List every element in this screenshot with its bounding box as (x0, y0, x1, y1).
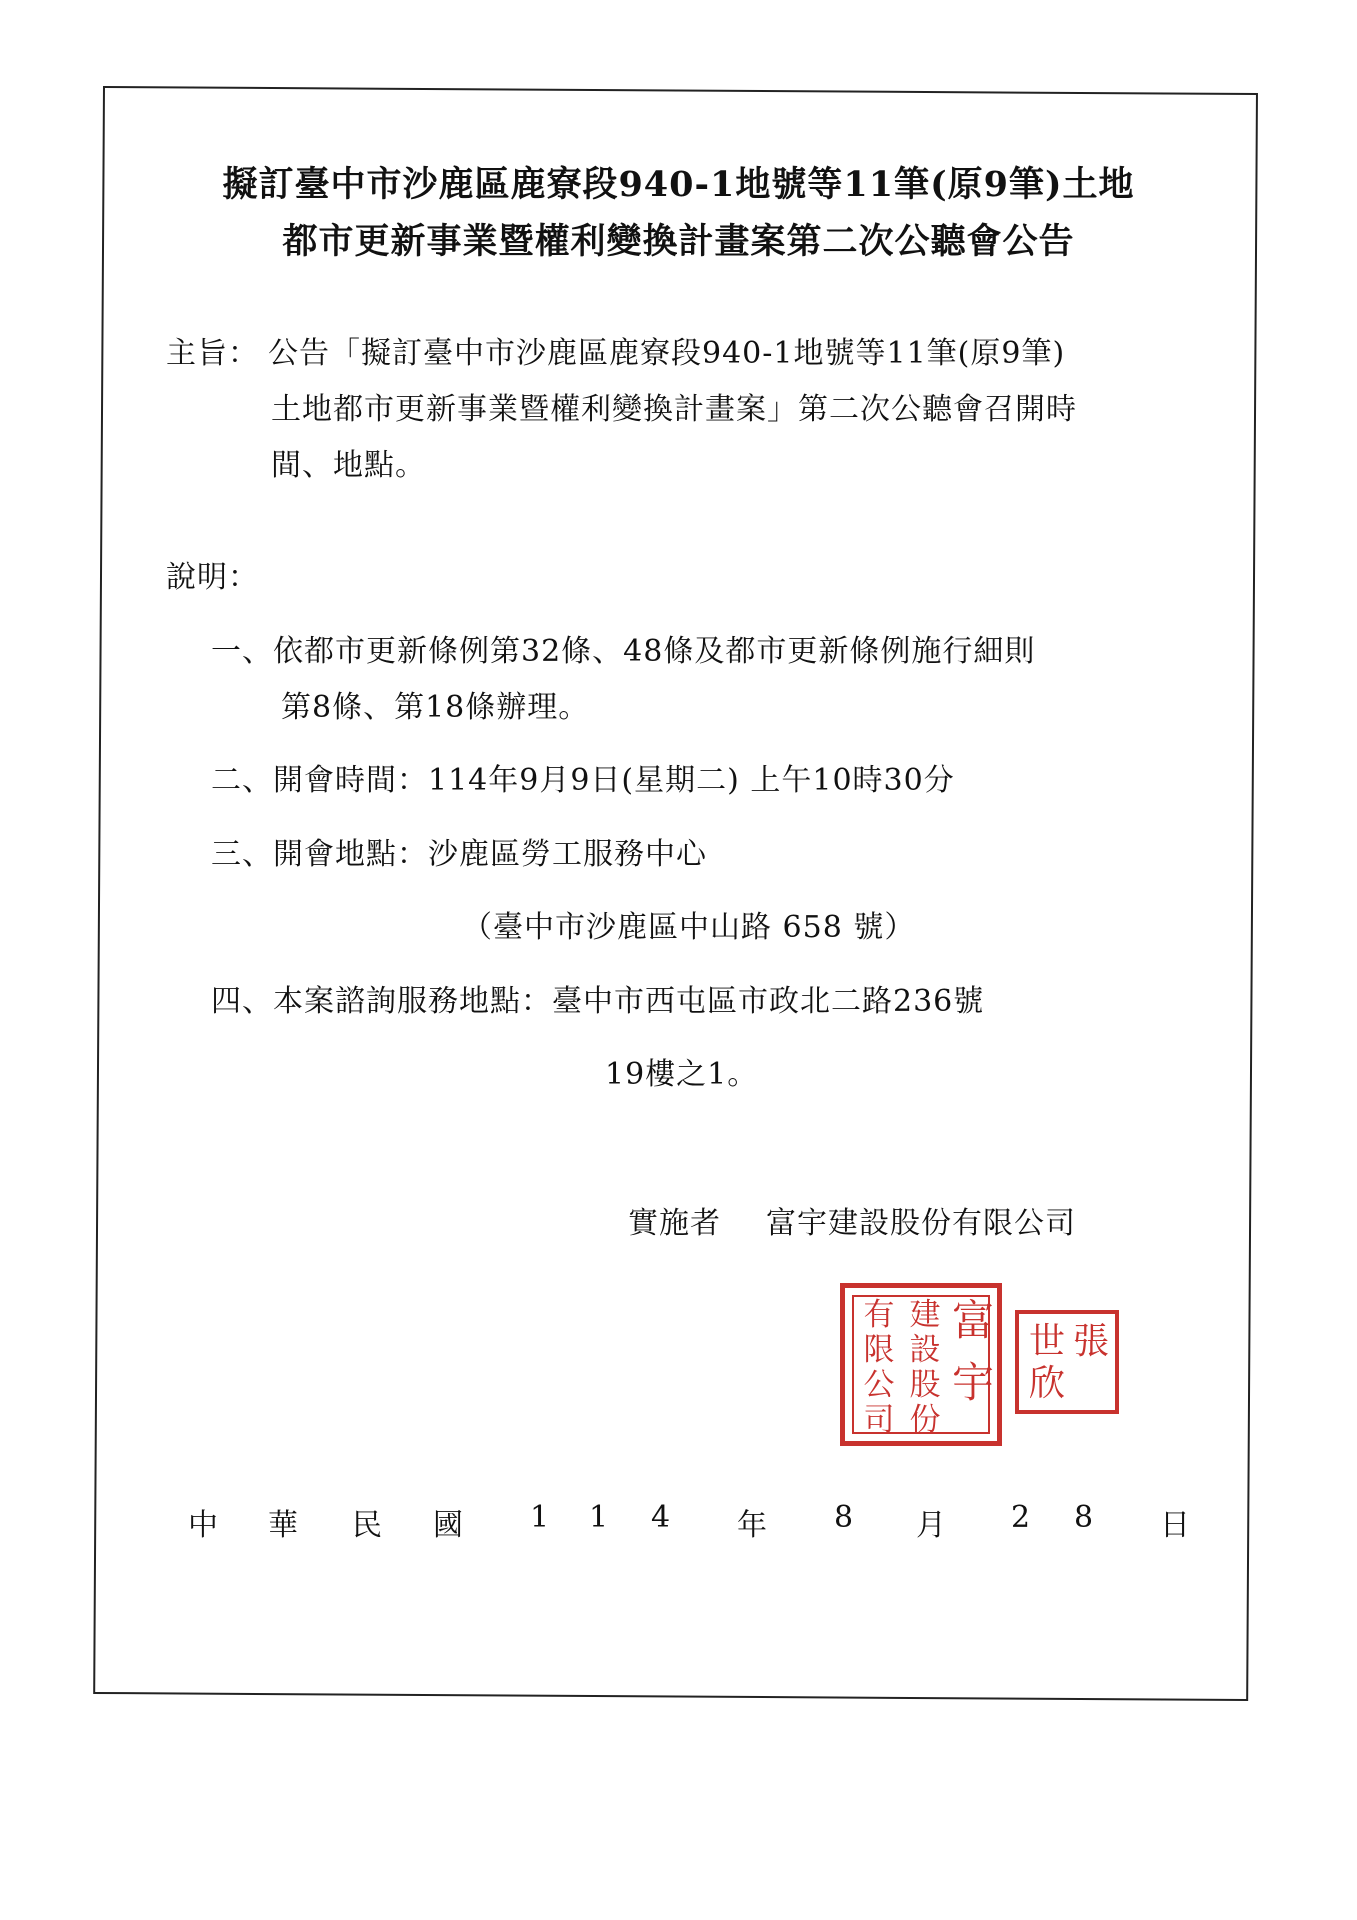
seal-char: 設 (909, 1332, 941, 1368)
date-month: 8 (834, 1500, 854, 1535)
explanation-label: 說明： (166, 560, 259, 595)
date-day-unit: 日 (1160, 1508, 1190, 1543)
subject-line-1: 公告「擬訂臺中市沙鹿區鹿寮段940-1地號等11筆(原9筆) (268, 336, 1066, 371)
date-day-digit-1: 2 (1011, 1500, 1031, 1535)
seal-char: 公 (863, 1367, 895, 1403)
consultation-address-floor: 19樓之1。 (605, 1057, 759, 1092)
seal-char: 世 (1028, 1321, 1065, 1362)
company-seal (840, 1283, 1002, 1446)
meeting-place-address: （臺中市沙鹿區中山路 658 號） (462, 910, 916, 945)
implementer-name: 富宇建設股份有限公司 (766, 1206, 1076, 1241)
explanation-item-1-line-1: 一、依都市更新條例第32條、48條及都市更新條例施行細則 (211, 634, 1036, 669)
representative-seal (1015, 1310, 1119, 1414)
seal-char: 限 (863, 1332, 895, 1368)
date-era-3: 民 (352, 1508, 382, 1543)
date-era-4: 國 (433, 1508, 463, 1543)
explanation-item-3-meeting-place: 三、開會地點：沙鹿區勞工服務中心 (211, 837, 707, 872)
subject-line-2: 土地都市更新事業暨權利變換計畫案」第二次公聽會召開時 (271, 392, 1077, 427)
explanation-item-4-consultation: 四、本案諮詢服務地點：臺中市西屯區市政北二路236號 (211, 984, 985, 1019)
subject-line-3: 間、地點。 (271, 448, 426, 483)
seal-char: 司 (863, 1402, 895, 1438)
date-day-digit-2: 8 (1074, 1500, 1094, 1535)
notice-title-line-2: 都市更新事業暨權利變換計畫案第二次公聽會公告 (282, 221, 1075, 262)
date-month-unit: 月 (916, 1508, 946, 1543)
date-era-2: 華 (268, 1508, 298, 1543)
date-year-unit: 年 (737, 1508, 767, 1543)
seal-char: 建 (909, 1297, 941, 1333)
notice-title-line-1: 擬訂臺中市沙鹿區鹿寮段940-1地號等11筆(原9筆)土地 (222, 164, 1135, 205)
seal-char: 份 (909, 1402, 941, 1438)
subject-label: 主旨： (166, 336, 259, 371)
date-year-digit-1: 1 (530, 1500, 550, 1535)
seal-char: 股 (909, 1367, 941, 1403)
date-year-digit-2: 1 (589, 1500, 609, 1535)
seal-char: 張 (1072, 1321, 1109, 1362)
explanation-item-2-meeting-time: 二、開會時間：114年9月9日(星期二) 上午10時30分 (211, 763, 955, 798)
explanation-item-1-line-2: 第8條、第18條辦理。 (281, 690, 590, 725)
seal-char: 欣 (1028, 1363, 1065, 1404)
seal-char: 宇 (952, 1358, 995, 1407)
date-era-1: 中 (188, 1508, 218, 1543)
seal-char: 有 (863, 1297, 895, 1333)
seal-char: 富 (952, 1296, 995, 1345)
implementer-label: 實施者 (628, 1206, 721, 1241)
date-year-digit-3: 4 (651, 1500, 671, 1535)
